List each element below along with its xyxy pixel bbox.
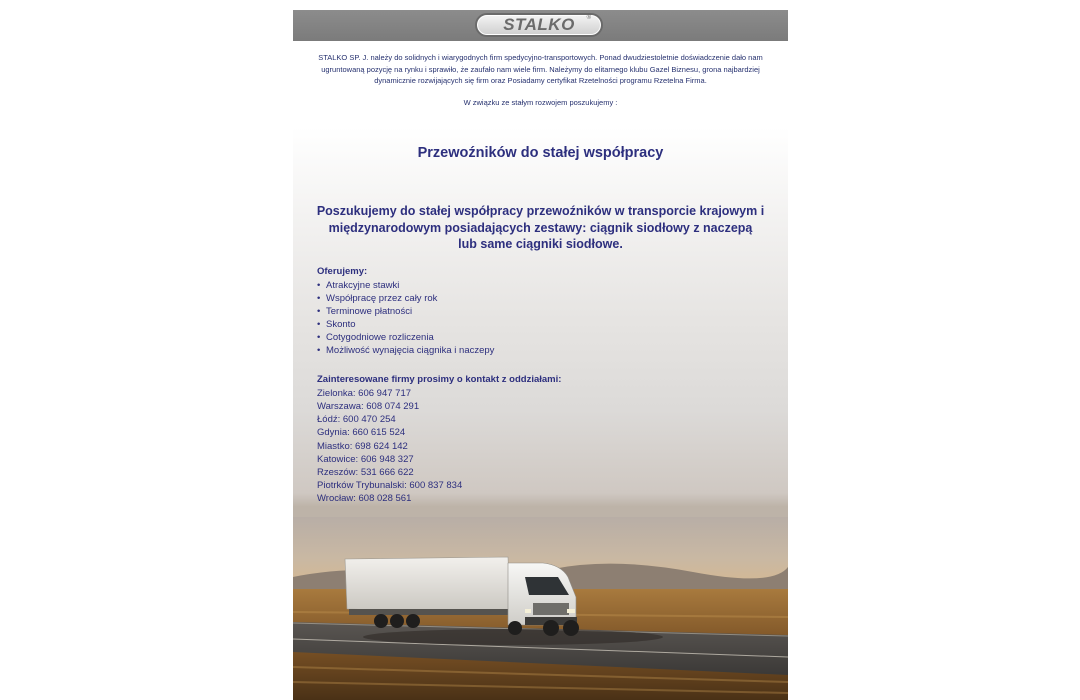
wheel	[374, 614, 388, 628]
branch-contact-list	[317, 387, 462, 505]
branch-contact: Miastko: 698 624 142	[317, 440, 408, 452]
contact-title: Zainteresowane firmy prosimy o kontakt z oddziałami:	[317, 374, 562, 385]
branch-contact: Warszawa: 608 074 291	[317, 401, 420, 413]
offer-item: • Współpracę przez cały rok	[317, 293, 438, 305]
cab-light	[567, 609, 575, 613]
offer-title: Oferujemy:	[317, 266, 368, 277]
intro-lookingfor: W związku ze stałym rozwojem poszukujemy :	[463, 98, 618, 107]
trailer-body	[345, 557, 510, 613]
offer-list	[317, 279, 494, 358]
offer-item: • Atrakcyjne stawki	[317, 280, 400, 291]
branch-contact: Łódź: 600 470 254	[317, 414, 396, 426]
intro-paragraph: STALKO SP. J. należy do solidnych i wiarygodnych firm spedycyjno-transportowych. Ponad dwudziestoletnie doświadczenie dało nam ugruntowaną pozycję na rynku i sprawiło, że zaufało nam wiele firm. Należymy do elitarnego klubu Gazel Biznesu, grona najbardziej dynamicznie rozwijających się firm oraz Posiadamy certyfikat Rzetelności programu Rzetelna Firma.	[318, 53, 763, 85]
branch-contact: Katowice: 606 948 327	[317, 453, 414, 465]
header-bar	[293, 10, 788, 41]
bullet-icon: •	[317, 332, 321, 344]
truck-illustration	[293, 517, 788, 700]
offer-item: • Skonto	[317, 319, 356, 331]
branch-contact: Gdynia: 660 615 524	[317, 427, 406, 439]
logo-text: STALKO	[503, 15, 575, 34]
cab-grille	[533, 603, 569, 615]
flyer-page	[293, 10, 788, 700]
wheel	[390, 614, 404, 628]
truck-photo	[293, 517, 788, 700]
lead-line-3: lub same ciągniki siodłowe.	[458, 237, 623, 251]
bullet-icon: •	[317, 293, 321, 305]
lead-line-1: Poszukujemy do stałej współpracy przewoźników w transporcie krajowym i	[316, 204, 765, 218]
trailer-base	[349, 609, 509, 615]
bullet-icon: •	[317, 345, 321, 357]
branch-contact: Rzeszów: 531 666 622	[317, 466, 414, 478]
wheel	[543, 620, 559, 636]
lead-paragraph	[307, 203, 774, 253]
registered-mark: ®	[586, 15, 591, 21]
branch-contact: Piotrków Trybunalski: 600 837 834	[317, 480, 463, 492]
offer-item: • Możliwość wynajęcia ciągnika i naczepy	[317, 345, 495, 357]
offer-item: • Cotygodniowe rozliczenia	[317, 332, 434, 344]
bullet-icon: •	[317, 319, 321, 331]
offer-item: • Terminowe płatności	[317, 306, 413, 318]
lead-line-2: międzynarodowym posiadających zestawy: ciągnik siodłowy z naczepą	[328, 220, 753, 235]
page-headline: Przewoźników do stałej współpracy	[417, 145, 664, 161]
wheel	[508, 621, 522, 635]
cab-light	[525, 609, 531, 613]
stalko-logo	[475, 13, 603, 37]
branch-contact: Zielonka: 606 947 717	[317, 388, 412, 399]
wheel	[406, 614, 420, 628]
bullet-icon: •	[317, 306, 321, 318]
branch-contact: Wrocław: 608 028 561	[317, 493, 412, 505]
bullet-icon: •	[317, 280, 321, 291]
wheel	[563, 620, 579, 636]
